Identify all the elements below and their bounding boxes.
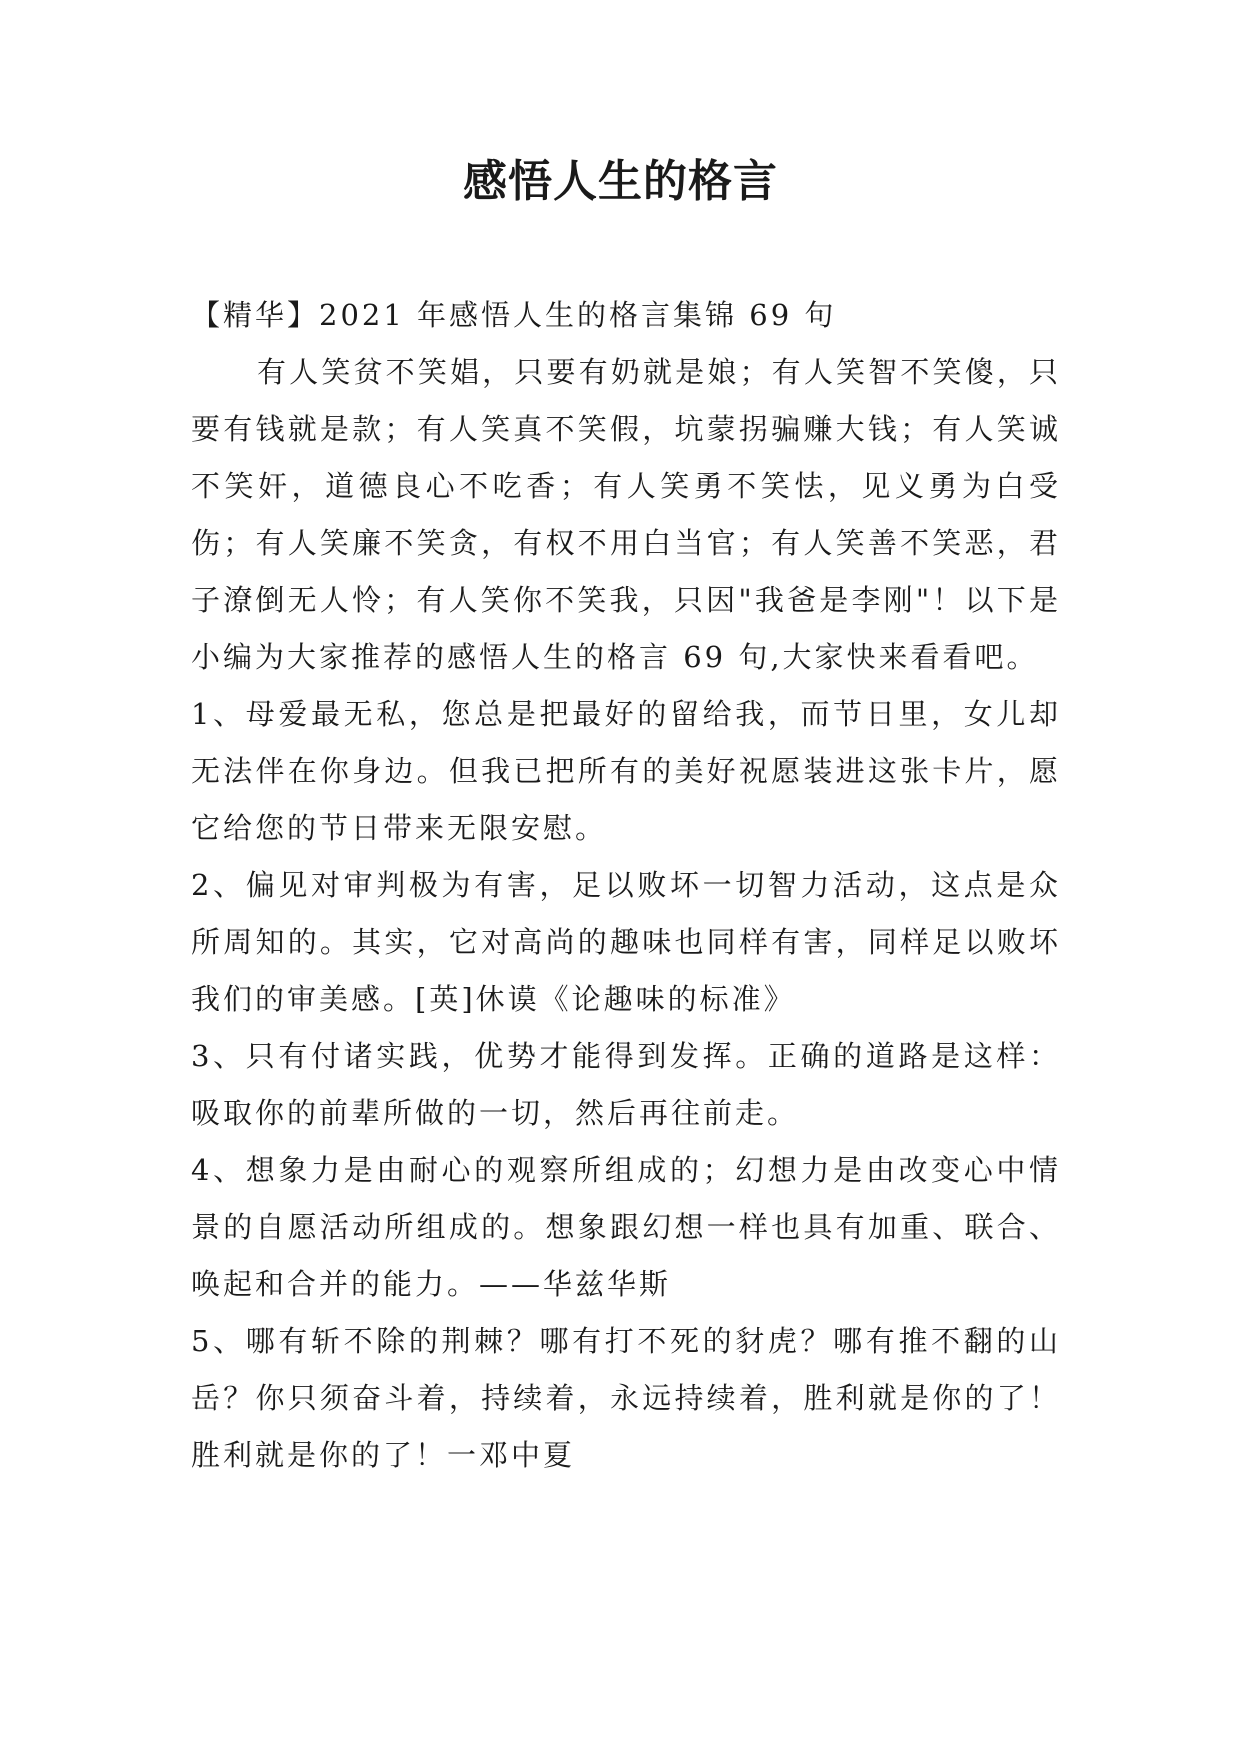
intro-paragraph: 有人笑贫不笑娼，只要有奶就是娘；有人笑智不笑傻，只要有钱就是款；有人笑真不笑假，坑蒙拐骗赚大钱；有人笑诚不笑奸，道德良心不吃香；有人笑勇不笑怯，见义勇为白受伤；有人笑廉不笑贪，有权不用白当官；有人笑善不笑恶，君子潦倒无人怜；有人笑你不笑我，只因"我爸是李刚"！以下是小编为大家推荐的感悟人生的格言 69 句,大家快来看看吧。 [191, 355, 1061, 674]
quote-item-2: 2、偏见对审判极为有害，足以败坏一切智力活动，这点是众所周知的。其实，它对高尚的趣味也同样有害，同样足以败坏我们的审美感。[英]休谟《论趣味的标准》 [191, 868, 1061, 1016]
quote-item-5: 5、哪有斩不除的荆棘？哪有打不死的豺虎？哪有推不翻的山岳？你只须奋斗着，持续着，永远持续着，胜利就是你的了！胜利就是你的了！一邓中夏 [191, 1324, 1061, 1472]
document-title: 感悟人生的格言 [463, 156, 778, 207]
quote-item-4: 4、想象力是由耐心的观察所组成的；幻想力是由改变心中情景的自愿活动所组成的。想象跟幻想一样也具有加重、联合、唤起和合并的能力。——华兹华斯 [191, 1153, 1061, 1301]
document-subtitle: 【精华】2021 年感悟人生的格言集锦 69 句 [191, 298, 837, 332]
document-body [191, 287, 1061, 1484]
quote-item-3: 3、只有付诸实践，优势才能得到发挥。正确的道路是这样：吸取你的前辈所做的一切，然后再往前走。 [191, 1039, 1061, 1130]
quote-item-1: 1、母爱最无私，您总是把最好的留给我，而节日里，女儿却无法伴在你身边。但我已把所有的美好祝愿装进这张卡片，愿它给您的节日带来无限安慰。 [191, 697, 1061, 845]
